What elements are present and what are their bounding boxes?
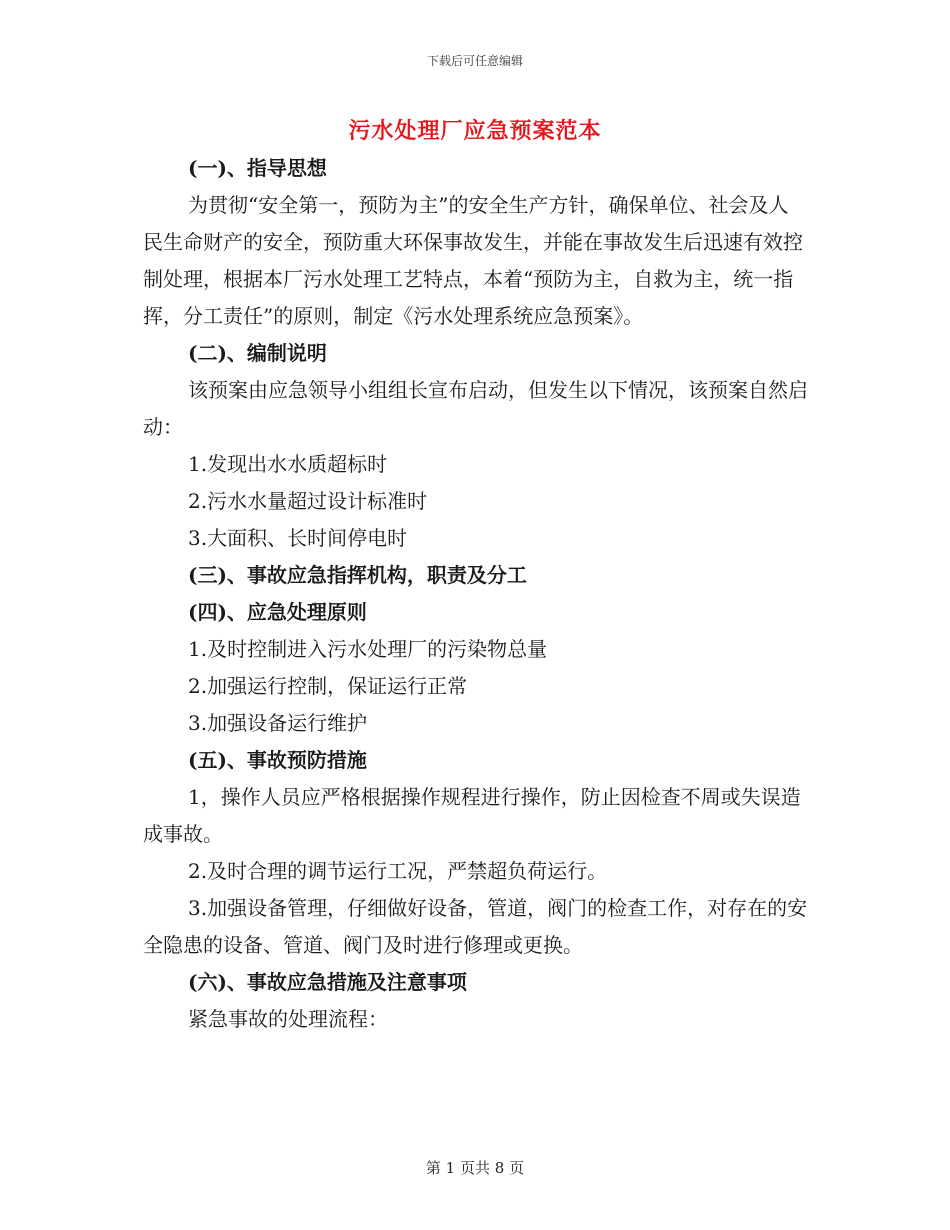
section-heading-3: (三)、事故应急指挥机构，职责及分工	[188, 563, 527, 587]
list-item: 1.及时控制进入污水处理厂的污染物总量	[188, 637, 548, 661]
list-item: 3.加强设备运行维护	[188, 711, 368, 735]
list-item: 3.大面积、长时间停电时	[188, 526, 408, 550]
page-header: 下载后可任意编辑	[426, 54, 523, 68]
document-title: 污水处理厂应急预案范本	[348, 118, 602, 144]
list-item: 3.加强设备管理，仔细做好设备，管道，阀门的检查工作，对存在的安全隐患的设备、管道、阀门及时进行修理或更换。	[143, 896, 808, 957]
section-paragraph-6: 紧急事故的处理流程：	[188, 1007, 388, 1031]
list-item: 2.及时合理的调节运行工况，严禁超负荷运行。	[188, 859, 608, 883]
list-item: 1，操作人员应严格根据操作规程进行操作，防止因检查不周或失误造成事故。	[143, 785, 801, 846]
list-item: 2.污水水量超过设计标准时	[188, 489, 428, 513]
page-footer: 第 1 页共 8 页	[425, 1159, 525, 1177]
section-heading-6: (六)、事故应急措施及注意事项	[188, 970, 467, 994]
section-paragraph-1: 为贯彻“安全第一，预防为主”的安全生产方针，确保单位、社会及人民生命财产的安全，预防重大环保事故发生，并能在事故发生后迅速有效控制处理，根据本厂污水处理工艺特点，本着“预防为主，自救为主，统一指挥，分工责任”的原则，制定《污水处理系统应急预案》。	[143, 193, 803, 328]
list-item: 1.发现出水水质超标时	[188, 452, 388, 476]
section-heading-1: (一)、指导思想	[188, 156, 327, 180]
section-heading-4: (四)、应急处理原则	[188, 600, 367, 624]
section-heading-2: (二)、编制说明	[188, 341, 327, 365]
section-heading-5: (五)、事故预防措施	[188, 748, 367, 772]
list-item: 2.加强运行控制，保证运行正常	[188, 674, 468, 698]
section-paragraph-2: 该预案由应急领导小组组长宣布启动，但发生以下情况，该预案自然启动：	[143, 378, 808, 439]
document-body	[143, 150, 808, 1038]
